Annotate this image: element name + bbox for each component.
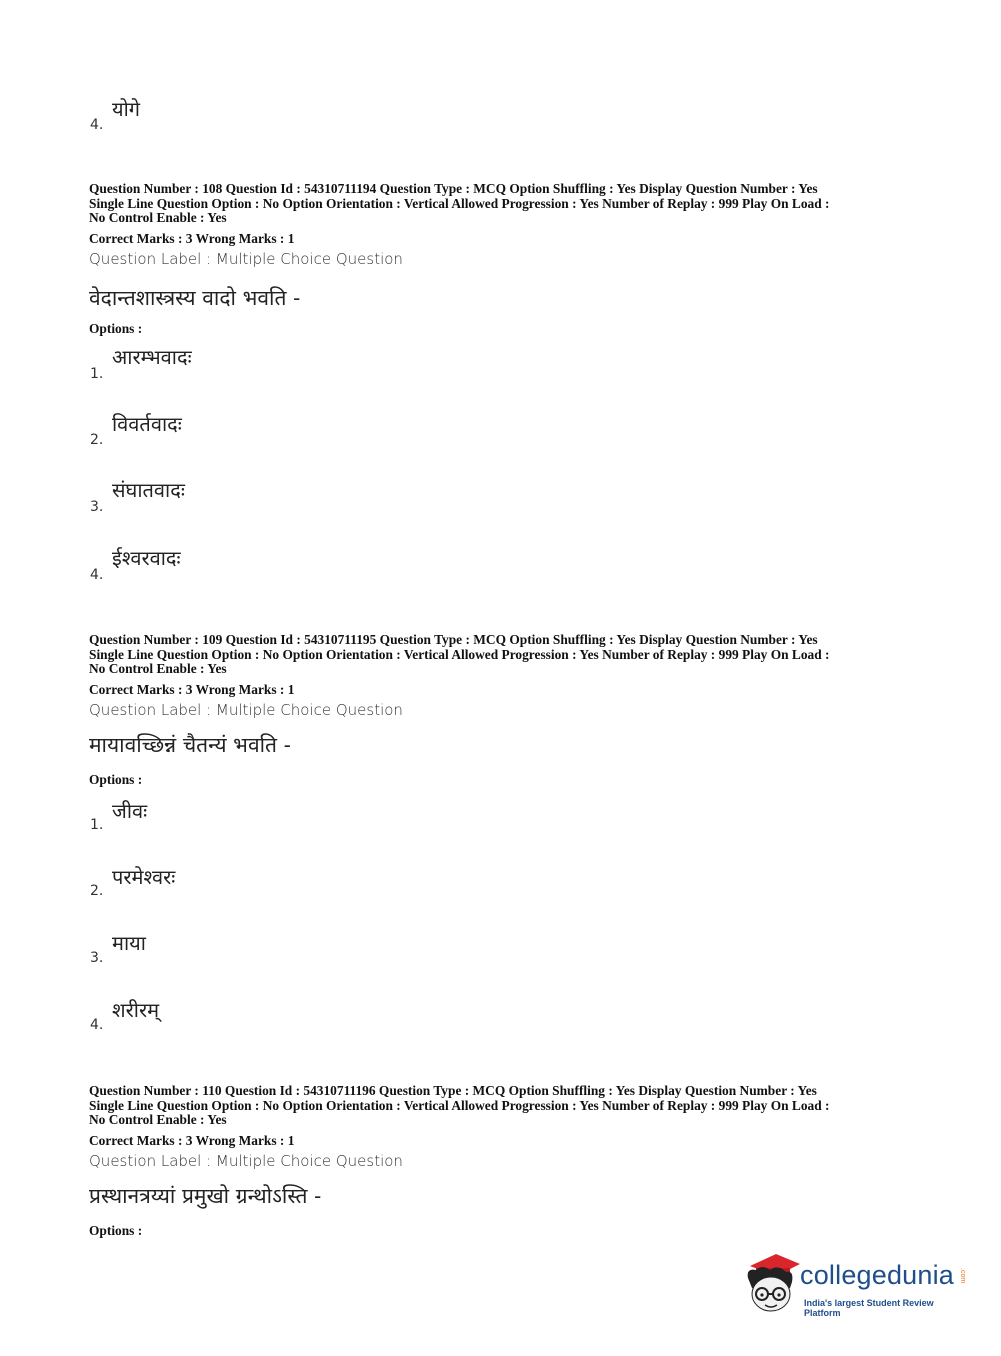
question-meta: Question Number : 109 Question Id : 54310711195 Question Type : MCQ Option Shuffling : Yes Display Question Number : Yes Single Line Question Option : No Option Orientation : Vertical Allowed Progression : Yes Number of Replay : 999 Play On Load : No Control Enable : Yes xyxy=(89,632,830,677)
option-number: 4. xyxy=(90,117,104,133)
question-text: मायावच्छिन्नं चैतन्यं भवति - xyxy=(89,733,291,757)
question-meta: Question Number : 108 Question Id : 54310711194 Question Type : MCQ Option Shuffling : Yes Display Question Number : Yes Single Line Question Option : No Option Orientation : Vertical Allowed Progression : Yes Number of Replay : 999 Play On Load : No Control Enable : Yes xyxy=(89,181,830,226)
question-meta: Question Number : 110 Question Id : 54310711196 Question Type : MCQ Option Shuffling : Yes Display Question Number : Yes Single Line Question Option : No Option Orientation : Vertical Allowed Progression : Yes Number of Replay : 999 Play On Load : No Control Enable : Yes xyxy=(89,1083,830,1128)
option-number: 3. xyxy=(90,499,104,515)
option-text: परमेश्वरः xyxy=(112,865,176,889)
question-label: Question Label : Multiple Choice Question xyxy=(89,250,403,268)
options-label: Options : xyxy=(89,321,143,336)
option-text: माया xyxy=(112,931,146,955)
option-text: शरीरम् xyxy=(112,998,160,1022)
option-number: 1. xyxy=(90,817,104,833)
option-number: 2. xyxy=(90,883,104,899)
logo-tagline: India's largest Student Review Platform xyxy=(804,1298,934,1318)
option-number: 4. xyxy=(90,567,104,583)
question-marks: Correct Marks : 3 Wrong Marks : 1 xyxy=(89,682,295,697)
question-label: Question Label : Multiple Choice Question xyxy=(89,701,403,719)
option-number: 4. xyxy=(90,1017,104,1033)
option-text: योगे xyxy=(112,97,141,121)
option-text: आरम्भवादः xyxy=(112,345,192,369)
option-text: विवर्तवादः xyxy=(112,412,182,436)
option-text: संघातवादः xyxy=(112,478,185,502)
logo-wordmark: collegedunia xyxy=(800,1260,955,1290)
option-number: 1. xyxy=(90,366,104,382)
question-marks: Correct Marks : 3 Wrong Marks : 1 xyxy=(89,231,295,246)
option-number: 3. xyxy=(90,950,104,966)
option-text: जीवः xyxy=(112,799,148,823)
options-label: Options : xyxy=(89,1223,143,1238)
option-text: ईश्वरवादः xyxy=(112,546,181,570)
question-label: Question Label : Multiple Choice Question xyxy=(89,1152,403,1170)
mascot-icon xyxy=(742,1248,802,1318)
question-text: प्रस्थानत्रय्यां प्रमुखो ग्रन्थोऽस्ति - xyxy=(89,1184,322,1208)
logo-suffix: .com xyxy=(959,1268,966,1284)
question-marks: Correct Marks : 3 Wrong Marks : 1 xyxy=(89,1133,295,1148)
question-text: वेदान्तशास्त्रस्य वादो भवति - xyxy=(89,286,301,310)
options-label: Options : xyxy=(89,772,143,787)
collegedunia-logo[interactable] xyxy=(742,1248,972,1318)
option-number: 2. xyxy=(90,432,104,448)
